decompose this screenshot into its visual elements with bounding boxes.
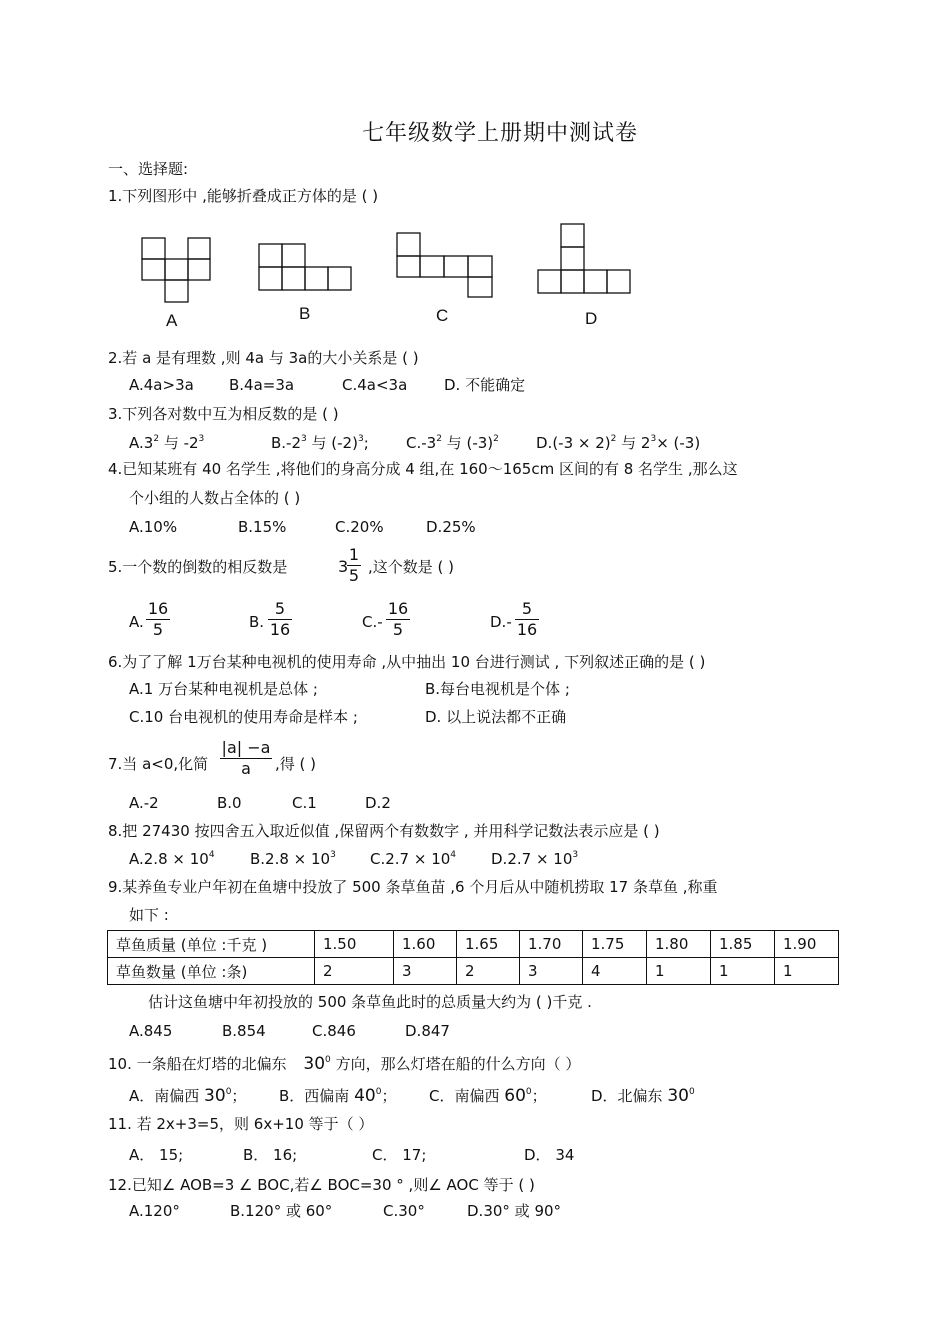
q5-option-d-fraction: 5 16 (516, 599, 538, 639)
net-label-b: B (299, 304, 311, 323)
q3-option-b: $B.-2^3$ 与 $(-2)^3$; (271, 434, 369, 452)
q10-option-a: A．南偏西 $30^0$； (129, 1086, 247, 1106)
q9-option-a: A.845 (129, 1022, 173, 1040)
q3-option-a: $A.3^2$ 与 $-2^3$ (129, 434, 205, 452)
table-cell: 2 (457, 958, 520, 985)
q12-option-a: A.120° (129, 1202, 180, 1220)
net-a (142, 238, 210, 302)
table-cell: 3 (394, 958, 457, 985)
q5-mixed-whole: 3 (338, 557, 349, 576)
table-cell: 3 (520, 958, 583, 985)
q7-option-b: B.0 (217, 794, 242, 812)
q7-option-d: D.2 (365, 794, 391, 812)
q12-option-d: D.30° 或 90° (467, 1202, 562, 1220)
q8-option-a: $A.2.8 \times 10^4$ (129, 850, 215, 868)
q9-option-d: D.847 (405, 1022, 450, 1040)
question-2-stem: 2.若 a 是有理数 ,则 4a 与 3a的大小关系是 ( ) (108, 349, 419, 367)
q5-option-b-prefix: B. (249, 613, 265, 631)
q12-option-b: B.120° 或 60° (230, 1202, 333, 1220)
q8-option-c: $C.2.7 \times 10^4$ (370, 850, 457, 868)
q8-option-d: $D.2.7 \times 10^3$ (491, 850, 579, 868)
q5-option-c-prefix: C.- (362, 613, 383, 631)
q11-option-b: B． 16; (243, 1146, 298, 1164)
page-title: 七年级数学上册期中测试卷 (362, 121, 639, 146)
table-cell: 1.60 (394, 931, 457, 958)
q9-option-c: C.846 (312, 1022, 356, 1040)
q7-tail: ,得 ( ) (275, 755, 317, 773)
q5-option-c-fraction: 16 5 (387, 599, 409, 639)
table-cell: 1 (711, 958, 775, 985)
q5-option-a-prefix: A. (129, 613, 144, 631)
q5-tail: ,这个数是 ( ) (368, 558, 455, 576)
q3-option-d: $D.(-3 \times 2)^2$ 与 $2^3\times (-3)$ (536, 434, 701, 452)
question-8-stem: 8.把 27430 按四舍五入取近似值 ,保留两个有数数字 , 并用科学记数法表示应是 ( ) (108, 822, 660, 840)
table-row (108, 931, 839, 958)
q7-fraction: |a| −a a (221, 738, 271, 778)
q10-option-c: C．南偏西 $60^0$； (429, 1086, 547, 1106)
q12-option-c: C.30° (383, 1202, 425, 1220)
net-label-c: C (436, 306, 449, 325)
question-4-line-2: 个小组的人数占全体的 ( ) (129, 489, 301, 507)
table-cell: 1.80 (647, 931, 711, 958)
q4-option-c: C.20% (335, 518, 384, 536)
q10-option-d: D．北偏东 $30^0$ (591, 1086, 695, 1106)
table-cell: 1.75 (583, 931, 647, 958)
net-d (538, 224, 630, 293)
q11-option-a: A． 15; (129, 1146, 184, 1164)
q2-option-d: D. 不能确定 (444, 376, 526, 394)
table-cell: 1 (775, 958, 839, 985)
question-6-stem: 6.为了了解 1万台某种电视机的使用寿命 ,从中抽出 10 台进行测试 , 下列叙述正确的是 ( ) (108, 653, 706, 671)
net-label-d: D (585, 309, 598, 328)
q3-option-c: $C.-3^2$ 与 $(-3)^2$ (406, 434, 499, 452)
cube-nets-figure (0, 0, 950, 340)
q4-option-b: B.15% (238, 518, 287, 536)
q6-option-b: B.每台电视机是个体 ; (425, 680, 570, 698)
question-9-line-3: 估计这鱼塘中年初投放的 500 条草鱼此时的总质量大约为 ( )千克 . (148, 993, 592, 1011)
table-cell: 2 (315, 958, 394, 985)
q8-option-b: $B.2.8 \times 10^3$ (250, 850, 336, 868)
question-5-stem: 5.一个数的倒数的相反数是 (108, 558, 288, 576)
question-7-stem: 7.当 a<0,化简 (108, 755, 209, 773)
table-cell: 1.90 (775, 931, 839, 958)
question-9-line-1: 9.某养鱼专业户年初在鱼塘中投放了 500 条草鱼苗 ,6 个月后从中随机捞取 17 条草鱼 ,称重 (108, 878, 718, 896)
question-11-stem: 11. 若 2x+3=5，则 6x+10 等于（ ） (108, 1115, 374, 1133)
net-b (259, 244, 351, 290)
q6-option-c: C.10 台电视机的使用寿命是样本 ; (129, 708, 358, 726)
q5-option-a-fraction: 16 5 (147, 599, 169, 639)
question-10-stem: 10. 一条船在灯塔的北偏东 $30^0$ 方向，那么灯塔在船的什么方向（ ） (108, 1054, 581, 1074)
table-cell: 1 (647, 958, 711, 985)
q10-option-b: B．西偏南 $40^0$； (279, 1086, 397, 1106)
table-header-cell: 草鱼数量 (单位 :条) (108, 958, 315, 985)
fish-data-table (107, 930, 839, 985)
question-9-line-2: 如下 : (129, 906, 169, 924)
table-cell: 1.85 (711, 931, 775, 958)
q7-option-a: A.-2 (129, 794, 159, 812)
table-cell: 1.50 (315, 931, 394, 958)
q11-option-c: C． 17; (372, 1146, 427, 1164)
q4-option-a: A.10% (129, 518, 178, 536)
q7-option-c: C.1 (292, 794, 317, 812)
q5-fraction: 1 5 (348, 545, 360, 585)
net-c (397, 233, 492, 297)
q9-option-b: B.854 (222, 1022, 266, 1040)
table-cell: 1.70 (520, 931, 583, 958)
q5-option-b-fraction: 5 16 (269, 599, 291, 639)
q6-option-d: D. 以上说法都不正确 (425, 708, 567, 726)
q11-option-d: D． 34 (524, 1146, 575, 1164)
q2-option-a: A.4a>3a (129, 376, 194, 394)
question-1-stem: 1.下列图形中 ,能够折叠成正方体的是 ( ) (108, 187, 379, 205)
table-cell: 1.65 (457, 931, 520, 958)
table-header-cell: 草鱼质量 (单位 :千克 ) (108, 931, 315, 958)
question-3-stem: 3.下列各对数中互为相反数的是 ( ) (108, 405, 339, 423)
table-row (108, 958, 839, 985)
q2-option-b: B.4a=3a (229, 376, 295, 394)
question-12-stem: 12.已知∠ AOB=3 ∠ BOC,若∠ BOC=30 ° ,则∠ AOC 等于 ( ) (108, 1176, 535, 1194)
q6-option-a: A.1 万台某种电视机是总体 ; (129, 680, 318, 698)
q5-option-d-prefix: D.- (490, 613, 512, 631)
section-heading: 一、选择题: (108, 160, 189, 178)
question-4-line-1: 4.已知某班有 40 名学生 ,将他们的身高分成 4 组,在 160～165cm 区间的有 8 名学生 ,那么这 (108, 460, 738, 478)
q2-option-c: C.4a<3a (342, 376, 408, 394)
q4-option-d: D.25% (426, 518, 476, 536)
net-label-a: A (166, 311, 178, 330)
table-cell: 4 (583, 958, 647, 985)
